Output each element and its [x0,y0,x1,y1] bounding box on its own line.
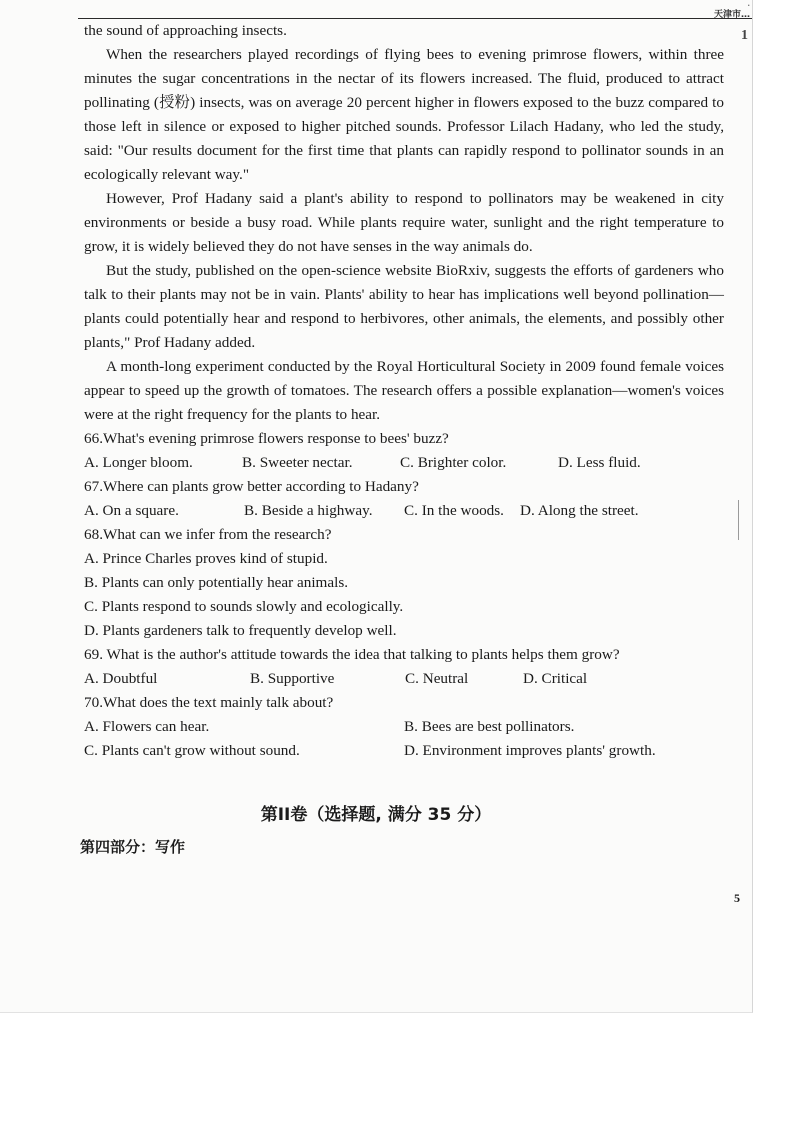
option-row [84,739,724,763]
school-header: · 天津市… [713,2,750,20]
question-66 [84,427,724,475]
margin-mark: 1 [741,28,748,43]
option-c[interactable]: C. Plants respond to sounds slowly and ecologically. [84,598,404,615]
option-d[interactable]: D. Plants gardeners talk to frequently develop well. [84,622,397,639]
option-c[interactable]: C. In the woods. [404,502,504,519]
passage-paragraph-1: When the researchers played recordings of flying bees to evening primrose flowers, within three minutes the sugar concentrations in the nectar of its flowers increased. The fluid, produced to attract pollinating (授粉) insects, was on average 20 percent higher in flowers exposed to the buzz compared to those left in silence or exposed to higher pitched sounds. Professor Lilach Hadany, who led the study, said: "Our results document for the first time that plants can rapidly respond to pollinator sounds in an ecologically relevant way." [84,46,724,183]
passage-paragraph-2: However, Prof Hadany said a plant's ability to respond to pollinators may be weakened in city environments or beside a busy road. While plants require water, sunlight and the right temperature to grow, it is widely believed they do not have senses in the way animals do. [84,190,724,255]
option-d[interactable]: D. Environment improves plants' growth. [404,742,656,759]
option-a[interactable]: A. Flowers can hear. [84,718,210,735]
question-stem: 69. What is the author's attitude towards the idea that talking to plants helps them grow? [84,646,620,663]
option-c[interactable]: C. Neutral [405,670,469,687]
section-title: 第II卷（选择题, 满分 35 分） [260,805,492,825]
question-stem: 68.What can we infer from the research? [84,526,332,543]
option-row [84,499,724,523]
question-stem: 70.What does the text mainly talk about? [84,694,334,711]
option-d[interactable]: D. Critical [523,670,588,687]
passage-paragraph-3: But the study, published on the open-science website BioRxiv, suggests the efforts of gardeners who talk to their plants may not be in vain. Plants' ability to hear has implications well beyond pollination—plants could potentially hear and respond to herbivores, other animals, the elements, and possibly other plants," Prof Hadany added. [84,262,724,351]
option-row [84,667,724,691]
reading-passage [84,19,724,763]
option-c[interactable]: C. Plants can't grow without sound. [84,742,300,759]
page-number: 5 [734,891,740,905]
option-a[interactable]: A. On a square. [84,502,179,519]
passage-line: the sound of approaching insects. [84,22,287,39]
option-a[interactable]: A. Prince Charles proves kind of stupid. [84,550,328,567]
option-b[interactable]: B. Beside a highway. [244,502,373,519]
passage-paragraph-4: A month-long experiment conducted by the Royal Horticultural Society in 2009 found female voices appear to speed up the growth of tomatoes. The research offers a possible explanation—women's voices were at the right frequency for the plants to hear. [84,358,724,423]
option-row [84,715,724,739]
question-67 [84,475,724,523]
option-c[interactable]: C. Brighter color. [400,454,507,471]
option-b[interactable]: B. Plants can only potentially hear animals. [84,574,349,591]
question-69 [84,643,724,691]
option-b[interactable]: B. Supportive [250,670,335,687]
option-b[interactable]: B. Bees are best pollinators. [404,718,575,735]
option-d[interactable]: D. Less fluid. [558,454,641,471]
question-68 [84,523,724,643]
option-d[interactable]: D. Along the street. [520,502,639,519]
question-stem: 66.What's evening primrose flowers response to bees' buzz? [84,430,449,447]
option-a[interactable]: A. Doubtful [84,670,158,687]
option-row [84,451,724,475]
part-title: 第四部分：写作 [80,838,186,856]
option-a[interactable]: A. Longer bloom. [84,454,193,471]
margin-line [738,500,739,540]
question-stem: 67.Where can plants grow better according to Hadany? [84,478,419,495]
option-b[interactable]: B. Sweeter nectar. [242,454,353,471]
question-70 [84,691,724,763]
